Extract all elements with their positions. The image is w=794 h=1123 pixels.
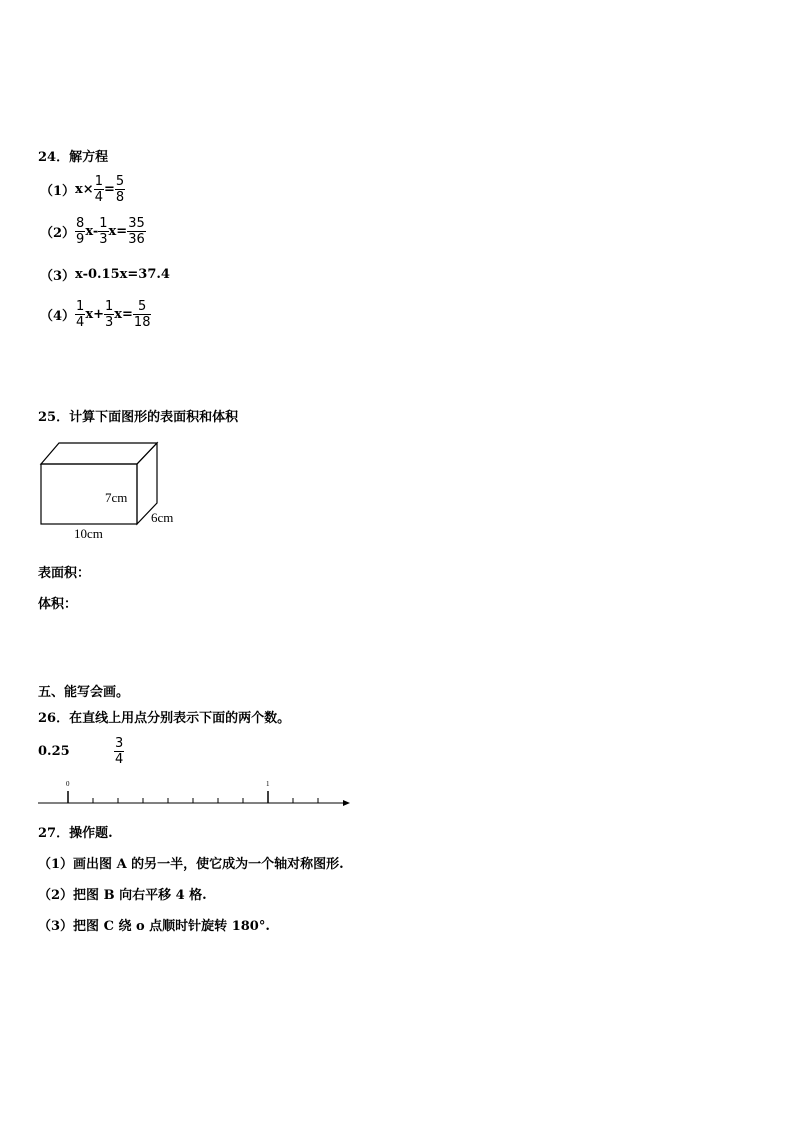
equation-label: （2） [40, 226, 76, 241]
section-title: 五、能写会画。 [38, 685, 130, 700]
equation-text: x= [108, 224, 128, 239]
equation-text: x-0.15x=37.4 [75, 267, 170, 282]
q27-item-3: （3）把图 C 绕 o 点顺时针旋转 180°. [38, 919, 270, 934]
fraction: $\frac{5}{18}$ [133, 299, 151, 330]
equation-label: （3） [40, 269, 76, 284]
fraction-three-quarters: $\frac{3}{4}$ [115, 736, 124, 767]
q24-title: 24．解方程 [38, 150, 109, 165]
fraction: $\frac{5}{8}$ [115, 174, 125, 205]
tick-label-1: 1 [266, 780, 270, 788]
q27-item-1: （1）画出图 A 的另一半，使它成为一个轴对称图形. [38, 857, 344, 872]
volume-label: 体积： [38, 597, 78, 612]
q25-title: 25．计算下面图形的表面积和体积 [38, 410, 239, 425]
fraction: $\frac{35}{36}$ [128, 216, 145, 247]
fraction: $\frac{1}{3}$ [99, 216, 108, 247]
equation-text: = [103, 182, 115, 197]
equation-text: x+ [85, 307, 104, 322]
equation-text: x- [85, 224, 99, 239]
equation-label: （4） [40, 309, 76, 324]
tick-label-0: 0 [66, 780, 70, 788]
equation-text: x× [75, 182, 94, 197]
cuboid-height-label: 7cm [105, 490, 128, 505]
number-0-25: 0.25 [38, 744, 70, 759]
equation-label: （1） [40, 184, 76, 199]
q26-title: 26．在直线上用点分别表示下面的两个数。 [38, 711, 291, 726]
q27-title: 27．操作题. [38, 826, 113, 841]
fraction: $\frac{1}{4}$ [76, 299, 85, 330]
number-line-arrow [343, 800, 350, 806]
fraction: $\frac{1}{4}$ [94, 174, 103, 205]
cuboid-length-label: 10cm [74, 526, 103, 541]
fraction: $\frac{8}{9}$ [76, 216, 85, 247]
surface-area-label: 表面积： [38, 566, 91, 581]
fraction: $\frac{1}{3}$ [104, 299, 114, 330]
equation-text: x= [114, 307, 133, 322]
q27-item-2: （2）把图 B 向右平移 4 格. [38, 888, 207, 903]
cuboid-depth-label: 6cm [151, 510, 174, 525]
